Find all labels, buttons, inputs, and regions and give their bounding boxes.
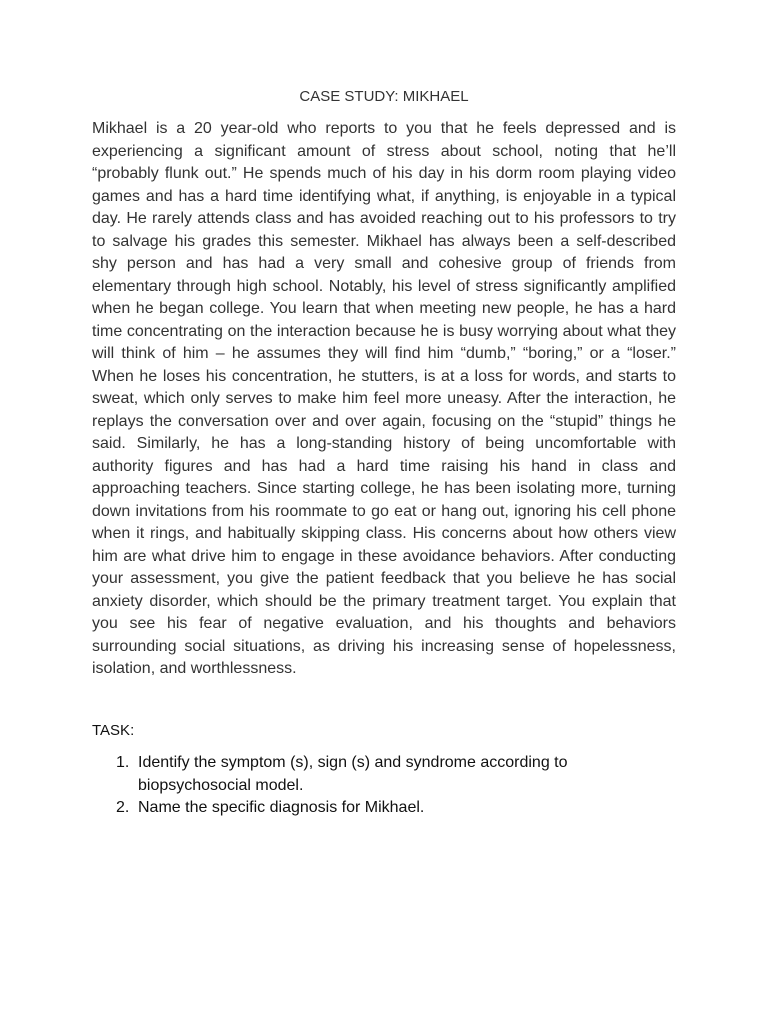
case-study-paragraph: Mikhael is a 20 year-old who reports to you that he feels depressed and is experiencing a significant amount of stress about school, noting that he’ll “probably flunk out.” He spends much of his day in his dorm room playing video games and has a hard time identifying what, if anything, is enjoyable in a typical day. He rarely attends class and has avoided reaching out to his professors to try to salvage his grades this semester. Mikhael has always been a self-described shy person and has had a very small and cohesive group of friends from elementary through high school. Notably, his level of stress significantly amplified when he began college. You learn that when meeting new people, he has a hard time concentrating on the interaction because he is busy worrying about what they will think of him – he assumes they will find him “dumb,” “boring,” or a “loser.” When he loses his concentration, he stutters, is at a loss for words, and starts to sweat, which only serves to make him feel more uneasy. After the interaction, he replays the conversation over and over again, focusing on the “stupid” things he said. Similarly, he has a long-standing history of being uncomfortable with authority figures and has had a hard time raising his hand in class and approaching teachers. Since starting college, he has been isolating more, turning down invitations from his roommate to go eat or hang out, ignoring his cell phone when it rings, and habitually skipping class. His concerns about how others view him are what drive him to engage in these avoidance behaviors. After conducting your assessment, you give the patient feedback that you believe he has social anxiety disorder, which should be the primary treatment target. You explain that you see his fear of negative evaluation, and his thoughts and behaviors surrounding social situations, as driving his increasing sense of hopelessness, isolation, and worthlessness. bbox=[92, 120, 676, 677]
task-number: 1. bbox=[116, 754, 130, 771]
task-item-1 bbox=[92, 752, 612, 797]
task-list bbox=[92, 752, 612, 820]
task-heading: TASK: bbox=[92, 722, 135, 739]
task-number: 2. bbox=[116, 799, 130, 816]
task-text: Identify the symptom (s), sign (s) and syndrome according to biopsychosocial model. bbox=[138, 754, 568, 794]
task-text: Name the specific diagnosis for Mikhael. bbox=[138, 799, 425, 816]
task-item-2 bbox=[92, 797, 612, 820]
document-title: CASE STUDY: MIKHAEL bbox=[299, 88, 469, 105]
